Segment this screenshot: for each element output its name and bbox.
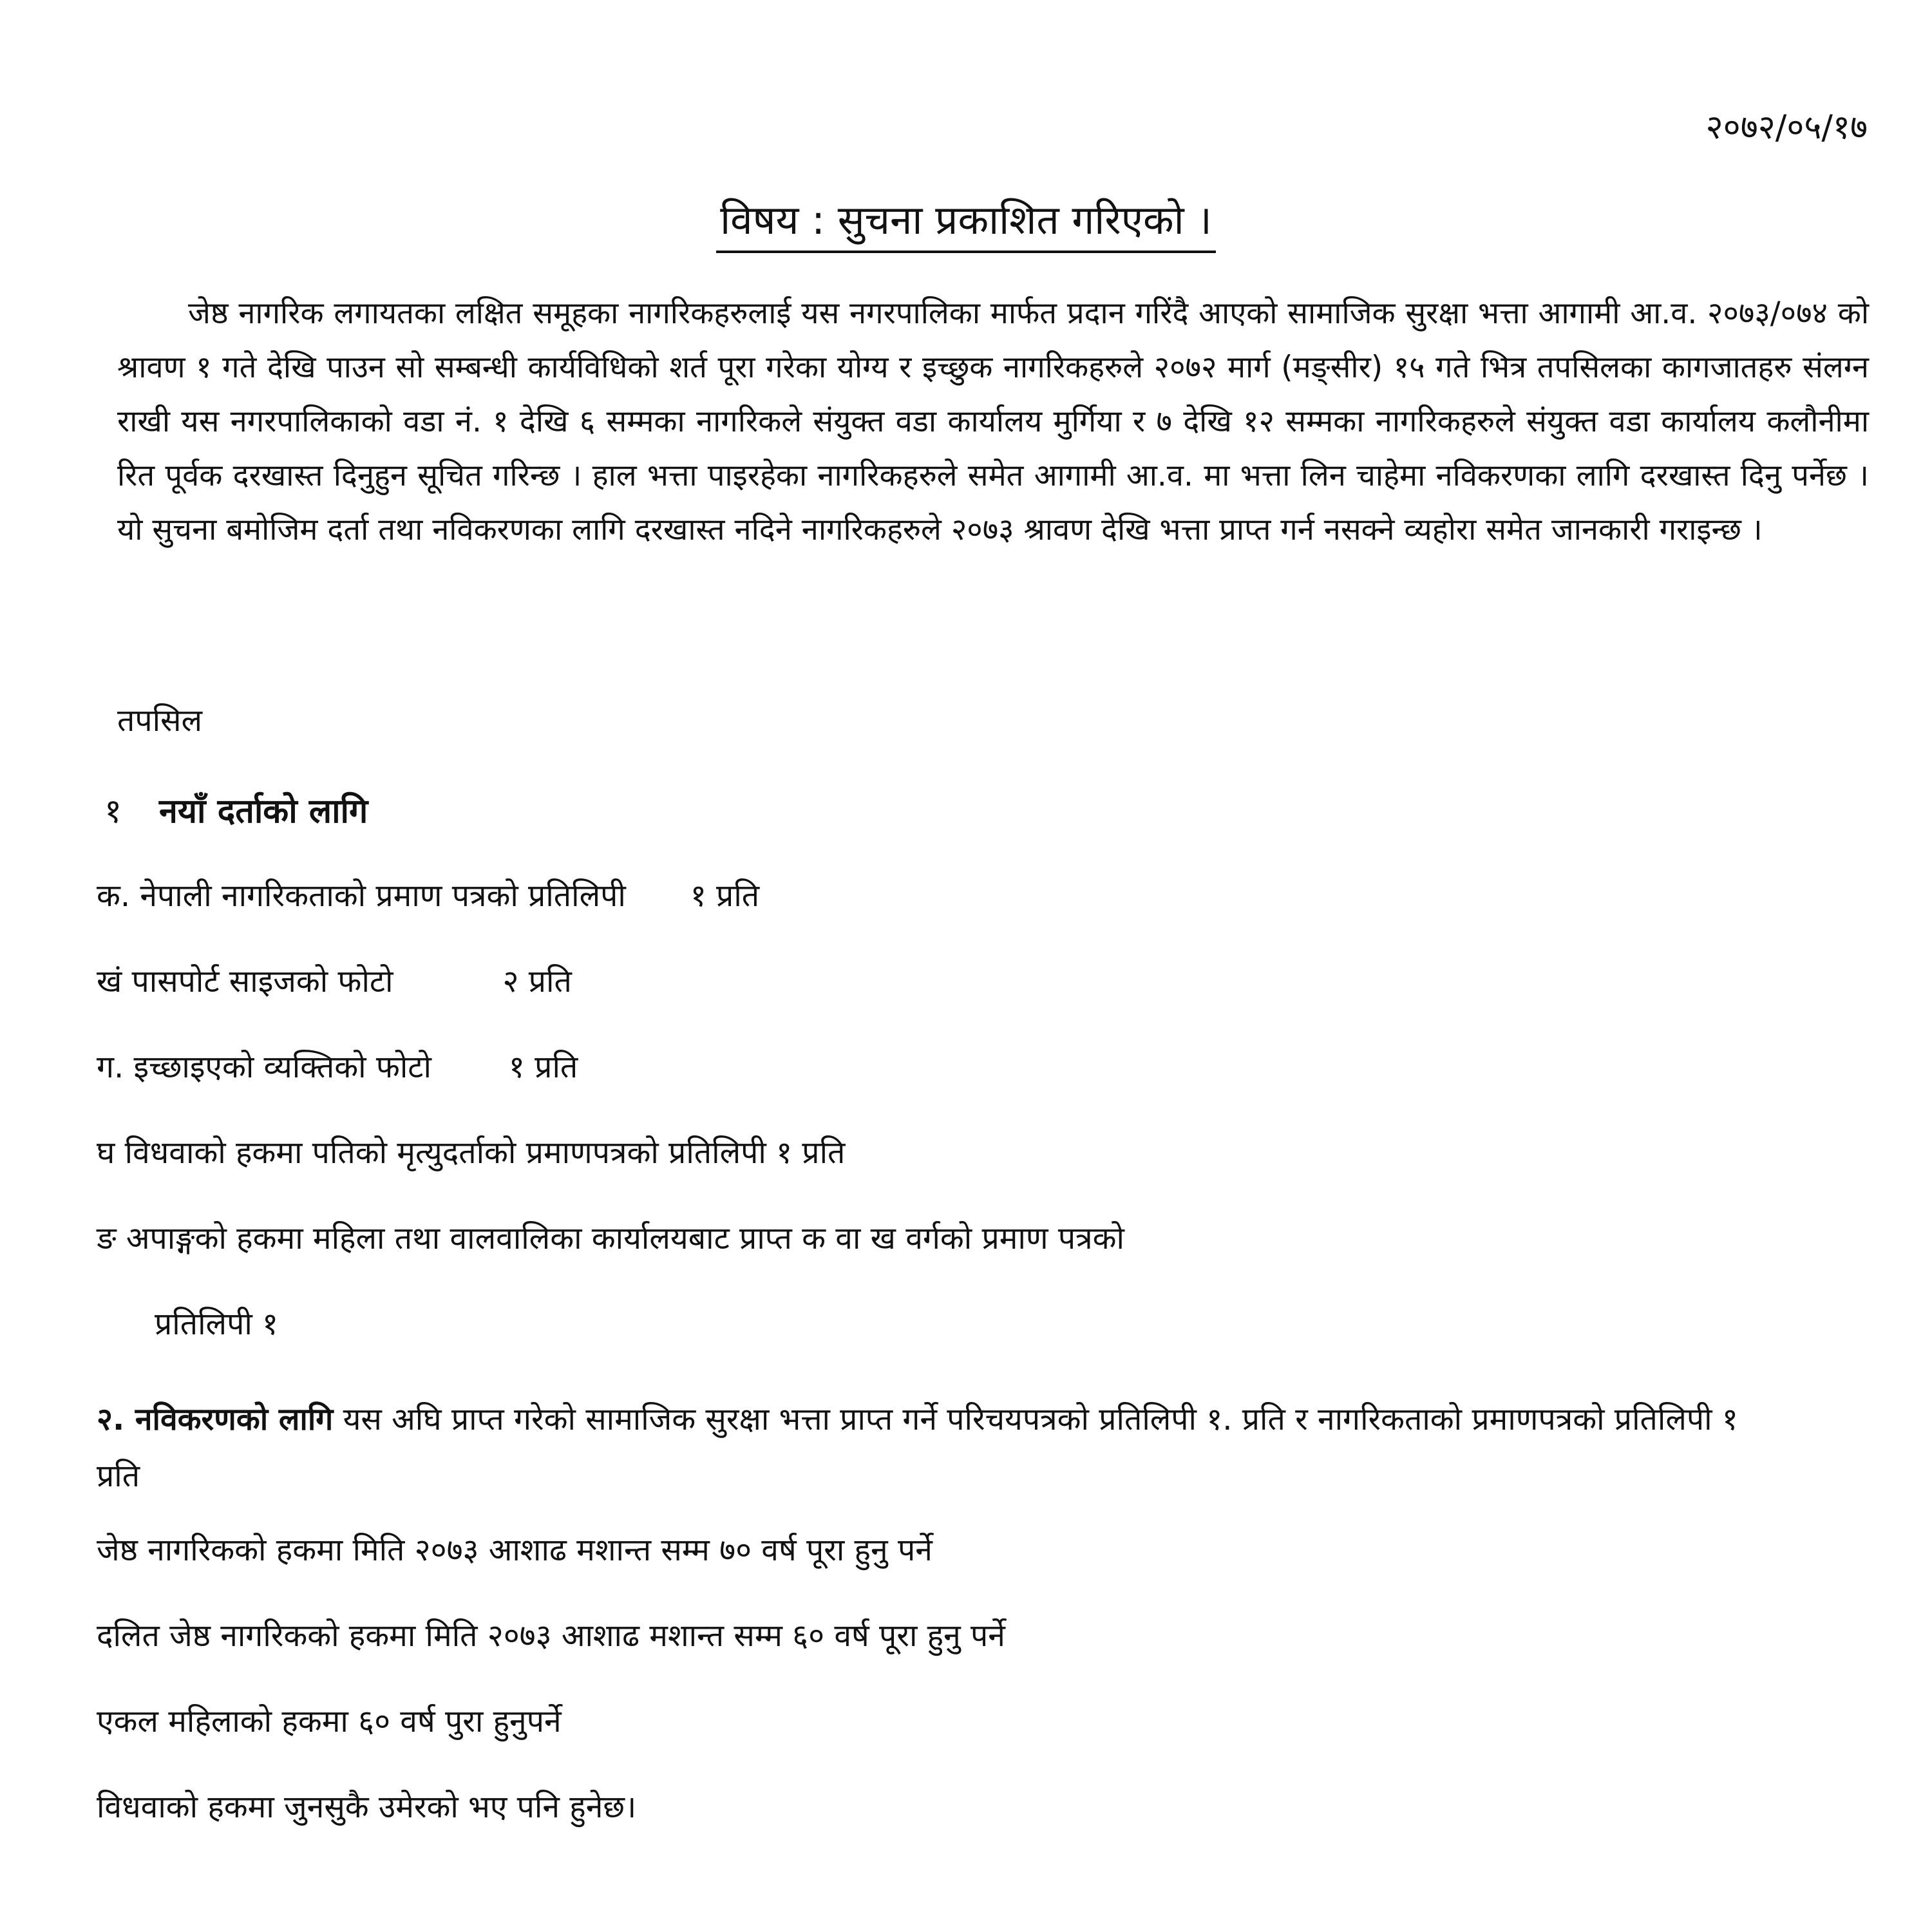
item-quantity: १ प्रति xyxy=(508,1049,578,1085)
tapsil-label: तपसिल xyxy=(117,703,203,739)
notice-body: जेष्ठ नागरिक लगायतका लक्षित समूहका नागरिकहरुलाई यस नगरपालिका मार्फत प्रदान गरिंदै आएको सामाजिक सुरक्षा भत्ता आगामी आ.व. २०७३/०७४ को श्रावण १ गते देखि पाउन सो सम्बन्धी कार्यविधिको शर्त पूरा गरेका योग्य र इच्छुक नागरिकहरुले २०७२ मार्ग (मङ्सीर) १५ गते भित्र तपसिलका कागजातहरु संलग्न राखी यस नगरपालिकाको वडा नं. १ देखि ६ सम्मका नागरिकले संयुक्त वडा कार्यालय मुर्गिया र ७ देखि १२ सम्मका नागरिकहरुले संयुक्त वडा कार्यालय कलौनीमा रित पूर्वक दरखास्त दिनुहुन सूचित गरिन्छ । हाल भत्ता पाइरहेका नागरिकहरुले समेत आगामी आ.व. मा भत्ता लिन चाहेमा नविकरणका लागि दरखास्त दिनु पर्नेछ । यो सुचना बमोजिम दर्ता तथा नविकरणका लागि दरखास्त नदिने नागरिकहरुले २०७३ श्रावण देखि भत्ता प्राप्त गर्न नसक्ने व्यहोरा समेत जानकारी गराइन्छ । xyxy=(117,296,1869,547)
item-text: घ विधवाको हकमा पतिको मृत्युदर्ताको प्रमाणपत्रको प्रतिलिपी १ प्रति xyxy=(97,1135,846,1171)
list-item xyxy=(97,1135,846,1171)
renewal-title: २. नविकरणको लागि xyxy=(97,1401,334,1437)
section-new-registration-heading xyxy=(104,792,368,831)
notice-subject xyxy=(0,196,1932,253)
item-text: खं पासपोर्ट साइजको फोटो xyxy=(97,963,393,999)
eligibility-line: दलित जेष्ठ नागरिकको हकमा मिति २०७३ आशाढ मशान्त सम्म ६० वर्ष पूरा हुनु पर्ने xyxy=(97,1618,1005,1654)
renewal-text: यस अघि प्राप्त गरेको सामाजिक सुरक्षा भत्ता प्राप्त गर्ने परिचयपत्रको प्रतिलिपी १. प्रति र नागरिकताको प्रमाणपत्रको प्रतिलिपी १ प्रति xyxy=(97,1401,1738,1494)
item-text: प्रतिलिपी १ xyxy=(155,1306,278,1342)
section-number: १ xyxy=(104,792,122,831)
section-renewal xyxy=(97,1391,1758,1504)
list-item xyxy=(97,878,760,914)
eligibility-line: एकल महिलाको हकमा ६० वर्ष पुरा हुनुपर्ने xyxy=(97,1703,562,1739)
list-item xyxy=(97,1049,578,1085)
list-item-continuation xyxy=(155,1306,278,1342)
eligibility-line: जेष्ठ नागरिकको हकमा मिति २०७३ आशाढ मशान्त सम्म ७० वर्ष पूरा हुनु पर्ने xyxy=(97,1532,933,1568)
item-text: क. नेपाली नागरिकताको प्रमाण पत्रको प्रतिलिपी xyxy=(97,878,626,914)
item-quantity: १ प्रति xyxy=(690,878,760,914)
item-text: ग. इच्छाइएको व्यक्तिको फोटो xyxy=(97,1049,431,1085)
notice-date: २०७२/०५/१७ xyxy=(1705,108,1868,147)
eligibility-line: विधवाको हकमा जुनसुकै उमेरको भए पनि हुनेछ। xyxy=(97,1789,637,1825)
list-item xyxy=(97,1220,1124,1256)
list-item xyxy=(97,963,572,999)
item-text: ङ अपाङ्गको हकमा महिला तथा वालवालिका कार्यालयबाट प्राप्त क वा ख वर्गको प्रमाण पत्रको xyxy=(97,1220,1124,1256)
subject-text: विषय : सुचना प्रकाशित गरिएको । xyxy=(716,196,1216,253)
item-quantity: २ प्रति xyxy=(502,963,572,999)
section-title: नयाँ दर्ताको लागि xyxy=(159,792,368,831)
